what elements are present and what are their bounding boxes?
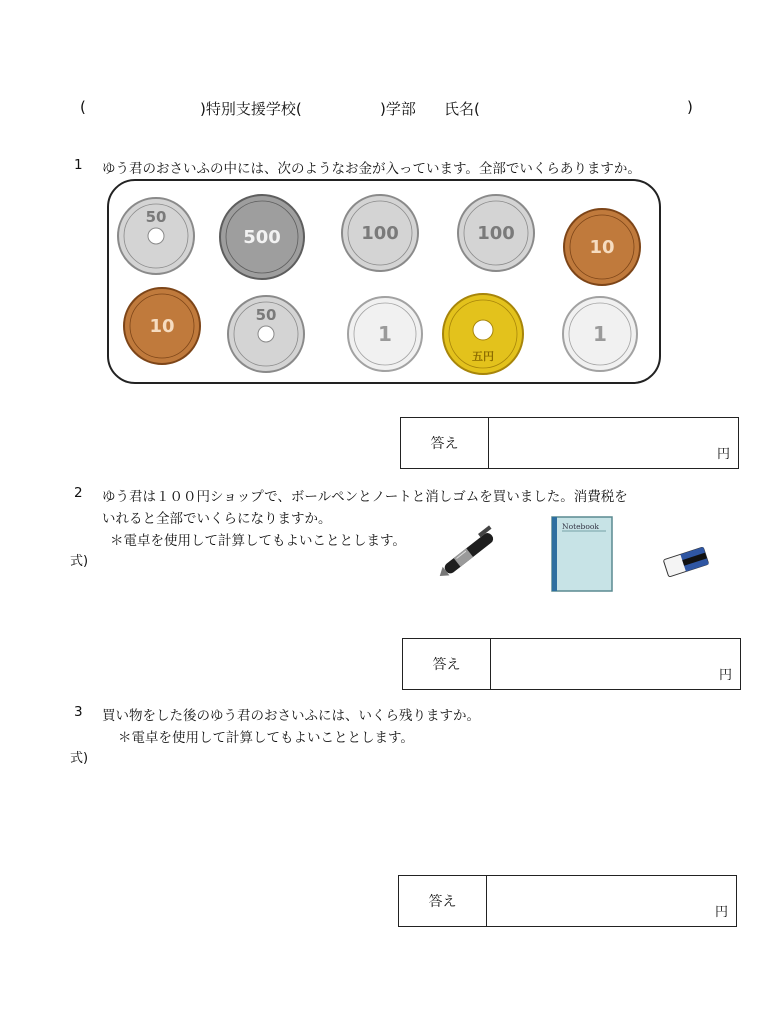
name-header xyxy=(80,98,700,122)
q3-text: 買い物をした後のゆう君のおさいふには、いくら残りますか。 xyxy=(102,708,480,724)
coin-value-label: 100 xyxy=(361,223,399,244)
q3-formula-label: 式) xyxy=(70,751,89,766)
coin-value-label: 1 xyxy=(378,322,392,346)
q2-yen-unit: 円 xyxy=(718,668,732,683)
q2-number: 2 xyxy=(74,485,83,501)
q2-answer-box xyxy=(402,638,741,690)
coin-value-label: 100 xyxy=(477,223,515,244)
coin-100-yen-icon xyxy=(458,195,534,271)
coin-value-label: 50 xyxy=(145,208,167,226)
notebook-icon xyxy=(550,516,614,592)
school-label: )特別支援学校( xyxy=(200,100,302,118)
ballpoint-pen-icon xyxy=(430,522,510,584)
q2-calculator-note: ＊電卓を使用して計算してもよいこととします。 xyxy=(110,533,406,549)
coin-value-label: 10 xyxy=(149,316,175,337)
five-yen-coin-icon xyxy=(443,294,523,374)
q2-text-line1: ゆう君は１００円ショップで、ボールペンとノートと消しゴムを買いました。消費税を xyxy=(102,489,628,505)
q1-number: 1 xyxy=(74,157,83,173)
q1-text: ゆう君のおさいふの中には、次のようなお金が入っています。全部でいくらありますか。 xyxy=(102,161,641,177)
coin-100-yen-icon xyxy=(342,195,418,271)
department-label: )学部 xyxy=(380,100,416,118)
q3-number: 3 xyxy=(74,704,83,720)
coin-value-label: 500 xyxy=(243,227,281,248)
coin-50-yen-icon xyxy=(228,296,304,372)
q2-formula-label: 式) xyxy=(70,554,89,569)
q1-answer-box xyxy=(400,417,739,469)
coin-1-yen-icon xyxy=(563,297,637,371)
header-close-paren: ) xyxy=(687,98,693,116)
q1-answer-label: 答え xyxy=(401,418,489,468)
coin-10-yen-icon xyxy=(124,288,200,364)
coin-value-label: 五円 xyxy=(472,350,494,363)
notebook-cover-label: Notebook xyxy=(562,522,599,531)
q3-yen-unit: 円 xyxy=(714,905,728,920)
coins-illustration xyxy=(109,181,663,386)
coin-10-yen-icon xyxy=(564,209,640,285)
q3-answer-box xyxy=(398,875,737,927)
coin-50-yen-icon xyxy=(118,198,194,274)
q1-answer-field[interactable] xyxy=(493,424,712,462)
q3-answer-field[interactable] xyxy=(491,882,710,920)
coin-value-label: 1 xyxy=(593,322,607,346)
q3-calculator-note: ＊電卓を使用して計算してもよいこととします。 xyxy=(118,730,414,746)
coin-1-yen-icon xyxy=(348,297,422,371)
name-label: 氏名( xyxy=(444,100,480,118)
coin-value-label: 50 xyxy=(255,306,277,324)
wallet-coins-box xyxy=(107,179,661,384)
coin-value-label: 10 xyxy=(589,237,615,258)
q2-answer-field[interactable] xyxy=(495,645,714,683)
eraser-icon xyxy=(660,544,712,580)
q2-text-line2: いれると全部でいくらになりますか。 xyxy=(102,511,332,527)
coin-500-yen-icon xyxy=(220,195,304,279)
q1-yen-unit: 円 xyxy=(716,447,730,462)
q2-answer-label: 答え xyxy=(403,639,491,689)
q3-answer-label: 答え xyxy=(399,876,487,926)
header-open-paren: ( xyxy=(80,98,86,116)
